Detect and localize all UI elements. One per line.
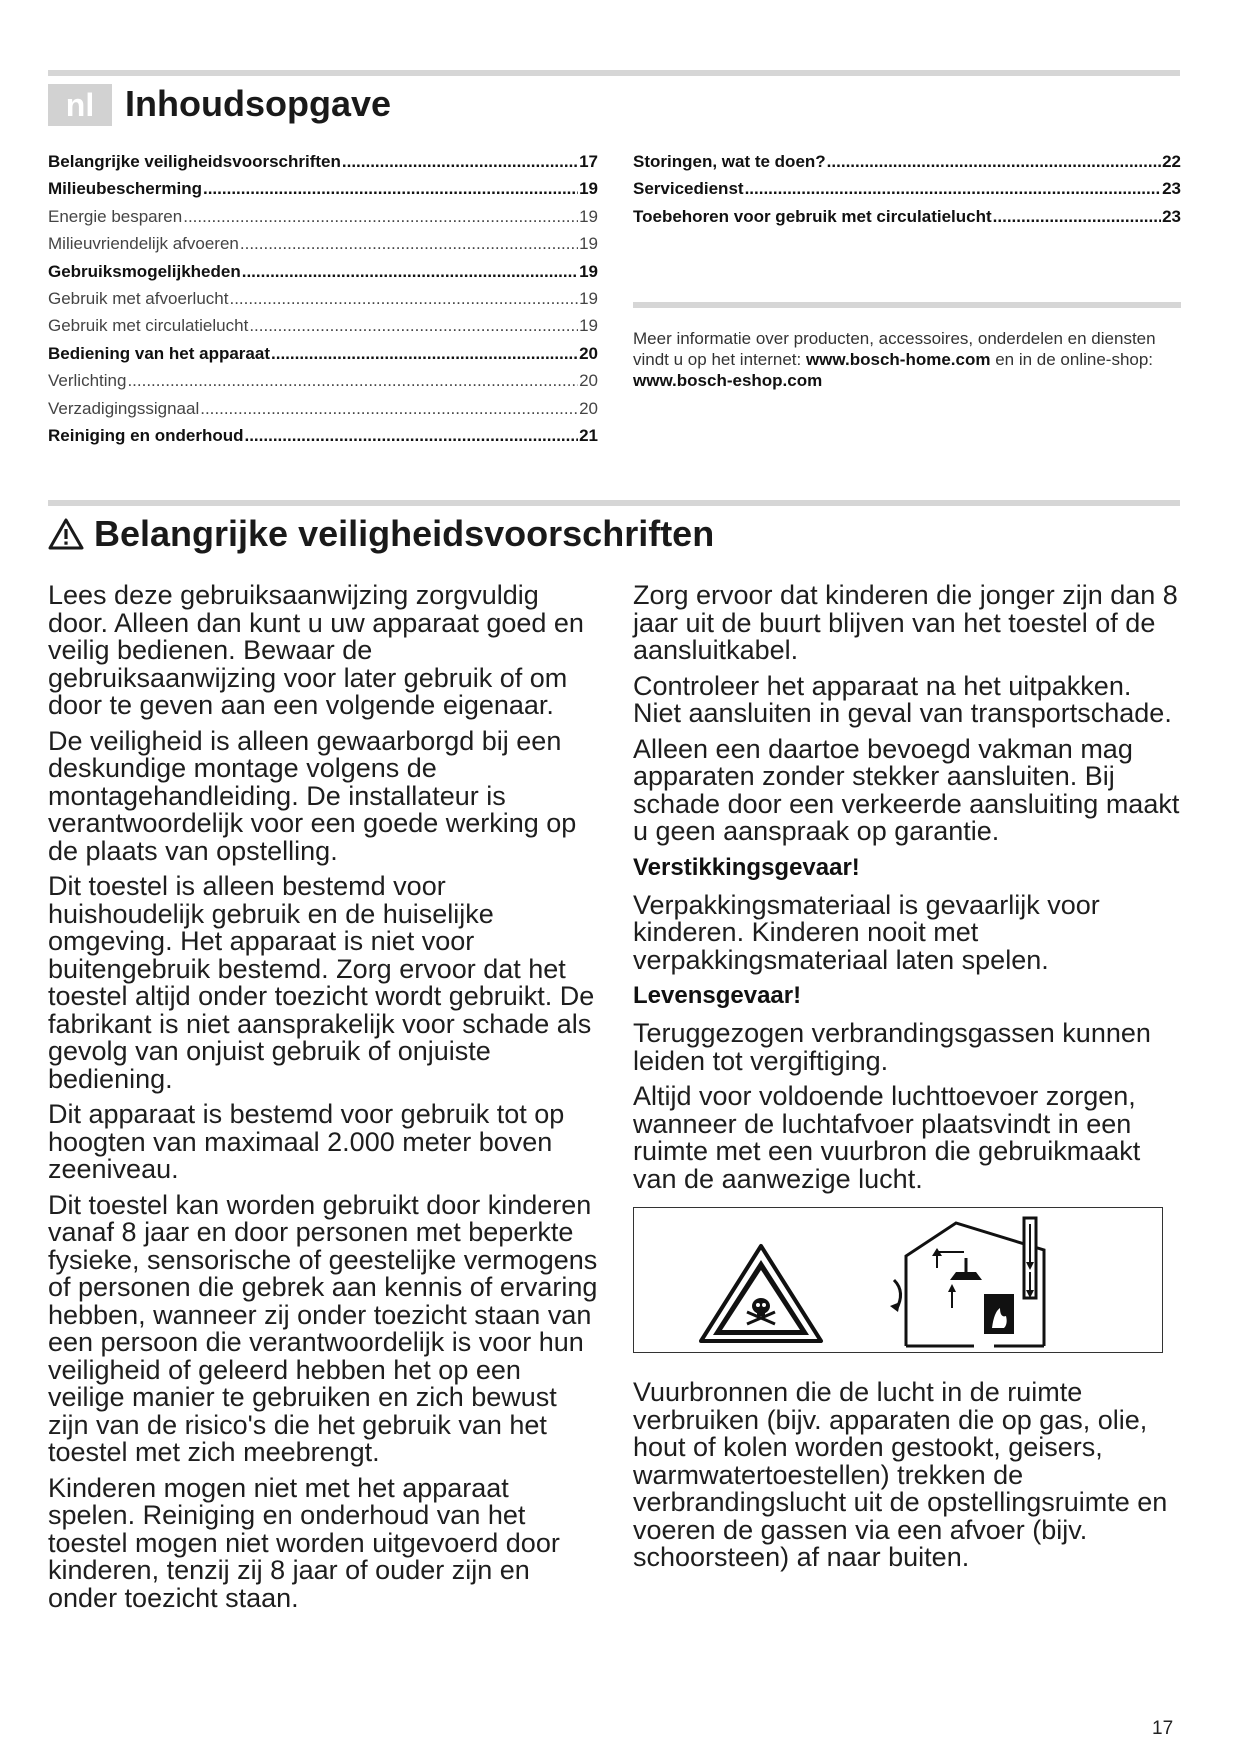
toc-entry-page: 19 [579,179,598,199]
toc-entry[interactable] [48,262,598,289]
safety-right-column [633,582,1181,1580]
toc-entry[interactable] [48,316,598,343]
paragraph: Controleer het apparaat na het uitpakken. Niet aansluiten in geval van transportschade. [633,670,1172,728]
toc-entry-label: Servicedienst [633,179,744,199]
toc-entry-label: Bediening van het apparaat [48,343,270,363]
toc-entry[interactable] [48,179,598,206]
paragraph: Alleen een daartoe bevoegd vakman mag apparaten zonder stekker aansluiten. Bij schade door een verkeerde aansluiting maakt u geen aanspraak op garantie. [633,733,1180,846]
toc-leader-dots [244,426,578,446]
paragraph: De veiligheid is alleen gewaarborgd bij een deskundige montage volgens de montagehandleiding. De installateur is verantwoordelijk voor een goede werking op de plaats van opstelling. [48,725,577,866]
toc-entry[interactable] [48,152,598,179]
life-danger-heading: Levensgevaar! [633,982,802,1009]
paragraph: Zorg ervoor dat kinderen die jonger zijn dan 8 jaar uit de buurt blijven van het toestel of de aansluitkabel. [633,580,1178,665]
poison-warning-triangle-icon [701,1246,821,1341]
house-ventilation-icon [890,1218,1044,1346]
paragraph: Vuurbronnen die de lucht in de ruimte verbruiken (bijv. apparaten die op gas, olie, hout of kolen worden gestookt, geisers, warmwatertoestellen) trekken de verbrandingslucht uit de opstellingsruimte en voeren de gassen via een afvoer (bijv. schoorsteen) af naar buiten. [633,1377,1168,1572]
toc-leader-dots [342,152,578,172]
toc-entry[interactable] [48,289,598,316]
toc-entry-page: 19 [579,234,598,254]
toc-entry-label: Gebruik met afvoerlucht [48,288,229,308]
section-title-text: Belangrijke veiligheidsvoorschriften [94,513,715,554]
header-rule [48,70,1180,76]
toc-entry-page: 21 [579,425,598,445]
paragraph: Teruggezogen verbrandingsgassen kunnen leiden tot vergiftiging. [633,1018,1151,1076]
paragraph: Dit toestel is alleen bestemd voor huishoudelijk gebruik en de huiselijke omgeving. Het apparaat is niet voor buitengebruik bestemd. Zorg ervoor dat het toestel altijd onder toezicht wordt gebruikt. De fabrikant is niet aansprakelijk voor schade als gevolg van onjuist gebruik of onjuiste bediening. [48,871,595,1094]
page-title: Inhoudsopgave [125,83,392,124]
toc-right-column [633,152,1181,234]
toc-entry-page: 23 [1162,206,1181,226]
toc-entry-label: Verlichting [48,371,127,391]
language-badge: nl [48,84,112,126]
bosch-eshop-link[interactable]: www.bosch-eshop.com [633,371,823,390]
toc-leader-dots [229,289,578,309]
toc-leader-dots [240,234,578,254]
toc-entry-page: 20 [579,371,598,391]
toc-entry-page: 19 [579,206,598,226]
toc-entry-page: 17 [579,152,598,171]
toc-entry-page: 23 [1162,179,1181,199]
toc-left-column [48,152,598,453]
toc-leader-dots [200,399,578,419]
toc-entry[interactable] [48,234,598,261]
paragraph: Dit apparaat is bestemd voor gebruik tot op hoogten van maximaal 2.000 meter boven zeeniveau. [48,1099,565,1184]
toc-leader-dots [993,207,1161,227]
bosch-home-link[interactable]: www.bosch-home.com [805,350,991,369]
paragraph: Verpakkingsmateriaal is gevaarlijk voor kinderen. Kinderen nooit met verpakkingsmateriaal laten spelen. [633,889,1100,975]
paragraph: Lees deze gebruiksaanwijzing zorgvuldig door. Alleen dan kunt u uw apparaat goed en veilig bedienen. Bewaar de gebruiksaanwijzing voor later gebruik of om door te geven aan een volgende eigenaar. [48,580,584,720]
toc-entry-label: Energie besparen [48,206,183,226]
toc-entry[interactable] [633,207,1181,234]
toc-entry-page: 19 [579,316,598,336]
toc-leader-dots [745,179,1162,199]
toc-entry-label: Verzadigingssignaal [48,398,200,418]
toc-entry-label: Gebruiksmogelijkheden [48,261,241,281]
info-rule [633,302,1181,308]
toc-leader-dots [183,207,578,227]
warning-triangle-icon [48,518,84,550]
toc-entry[interactable] [633,152,1181,179]
suffocation-warning-heading: Verstikkingsgevaar! [633,853,860,881]
toc-entry-label: Storingen, wat te doen? [633,152,826,171]
section-title [48,510,714,558]
toc-entry-label: Gebruik met circulatielucht [48,316,249,336]
exhaust-gas-warning-illustration [633,1207,1163,1353]
toc-entry-label: Toebehoren voor gebruik met circulatielucht [633,206,992,226]
page-number: 17 [1152,1718,1174,1739]
toc-leader-dots [203,179,578,199]
toc-entry[interactable] [48,426,598,453]
toc-entry[interactable] [48,399,598,426]
info-text-part-2: en in de online-shop: [990,350,1154,369]
toc-entry[interactable] [48,371,598,398]
toc-entry-page: 19 [579,288,598,308]
toc-entry-label: Reiniging en onderhoud [48,425,244,445]
safety-left-column [48,582,598,1620]
toc-entry-page: 20 [579,343,598,363]
toc-entry[interactable] [48,207,598,234]
toc-leader-dots [271,344,578,364]
toc-entry-label: Milieuvriendelijk afvoeren [48,234,239,254]
toc-entry-label: Belangrijke veiligheidsvoorschriften [48,152,341,171]
toc-leader-dots [827,152,1161,172]
info-text-part-1: Meer informatie over producten, accessoires, onderdelen en diensten vindt u op het internet: [633,329,1156,369]
toc-entry-page: 19 [579,261,598,281]
toc-entry-label: Milieubescherming [48,179,202,199]
toc-entry[interactable] [48,344,598,371]
toc-entry-page: 22 [1162,152,1181,171]
toc-leader-dots [249,316,578,336]
paragraph: Dit toestel kan worden gebruikt door kinderen vanaf 8 jaar en door personen met beperkte fysieke, sensorische of geestelijke vermogens of personen die gebrek aan kennis of ervaring hebben, wanneer zij onder toezicht staan van een persoon die verantwoordelijk is voor hun veiligheid of geleerd hebben het op een veilige manier te gebruiken en zich bewust zijn van de risico's die het gebruik van het toestel met zich meebrengt. [48,1189,598,1467]
toc-entry-page: 20 [579,398,598,418]
toc-leader-dots [127,371,578,391]
paragraph: Altijd voor voldoende luchttoevoer zorgen, wanneer de luchtafvoer plaatsvindt in een ruimte met een vuurbron die gebruikmaakt van de aanwezige lucht. [633,1081,1141,1194]
info-text [633,328,1181,391]
section-rule [48,500,1180,506]
paragraph: Kinderen mogen niet met het apparaat spelen. Reiniging en onderhoud van het toestel mogen niet worden uitgevoerd door kinderen, tenzij zij 8 jaar of ouder zijn en onder toezicht staan. [48,1472,560,1613]
toc-leader-dots [242,262,578,282]
toc-entry[interactable] [633,179,1181,206]
